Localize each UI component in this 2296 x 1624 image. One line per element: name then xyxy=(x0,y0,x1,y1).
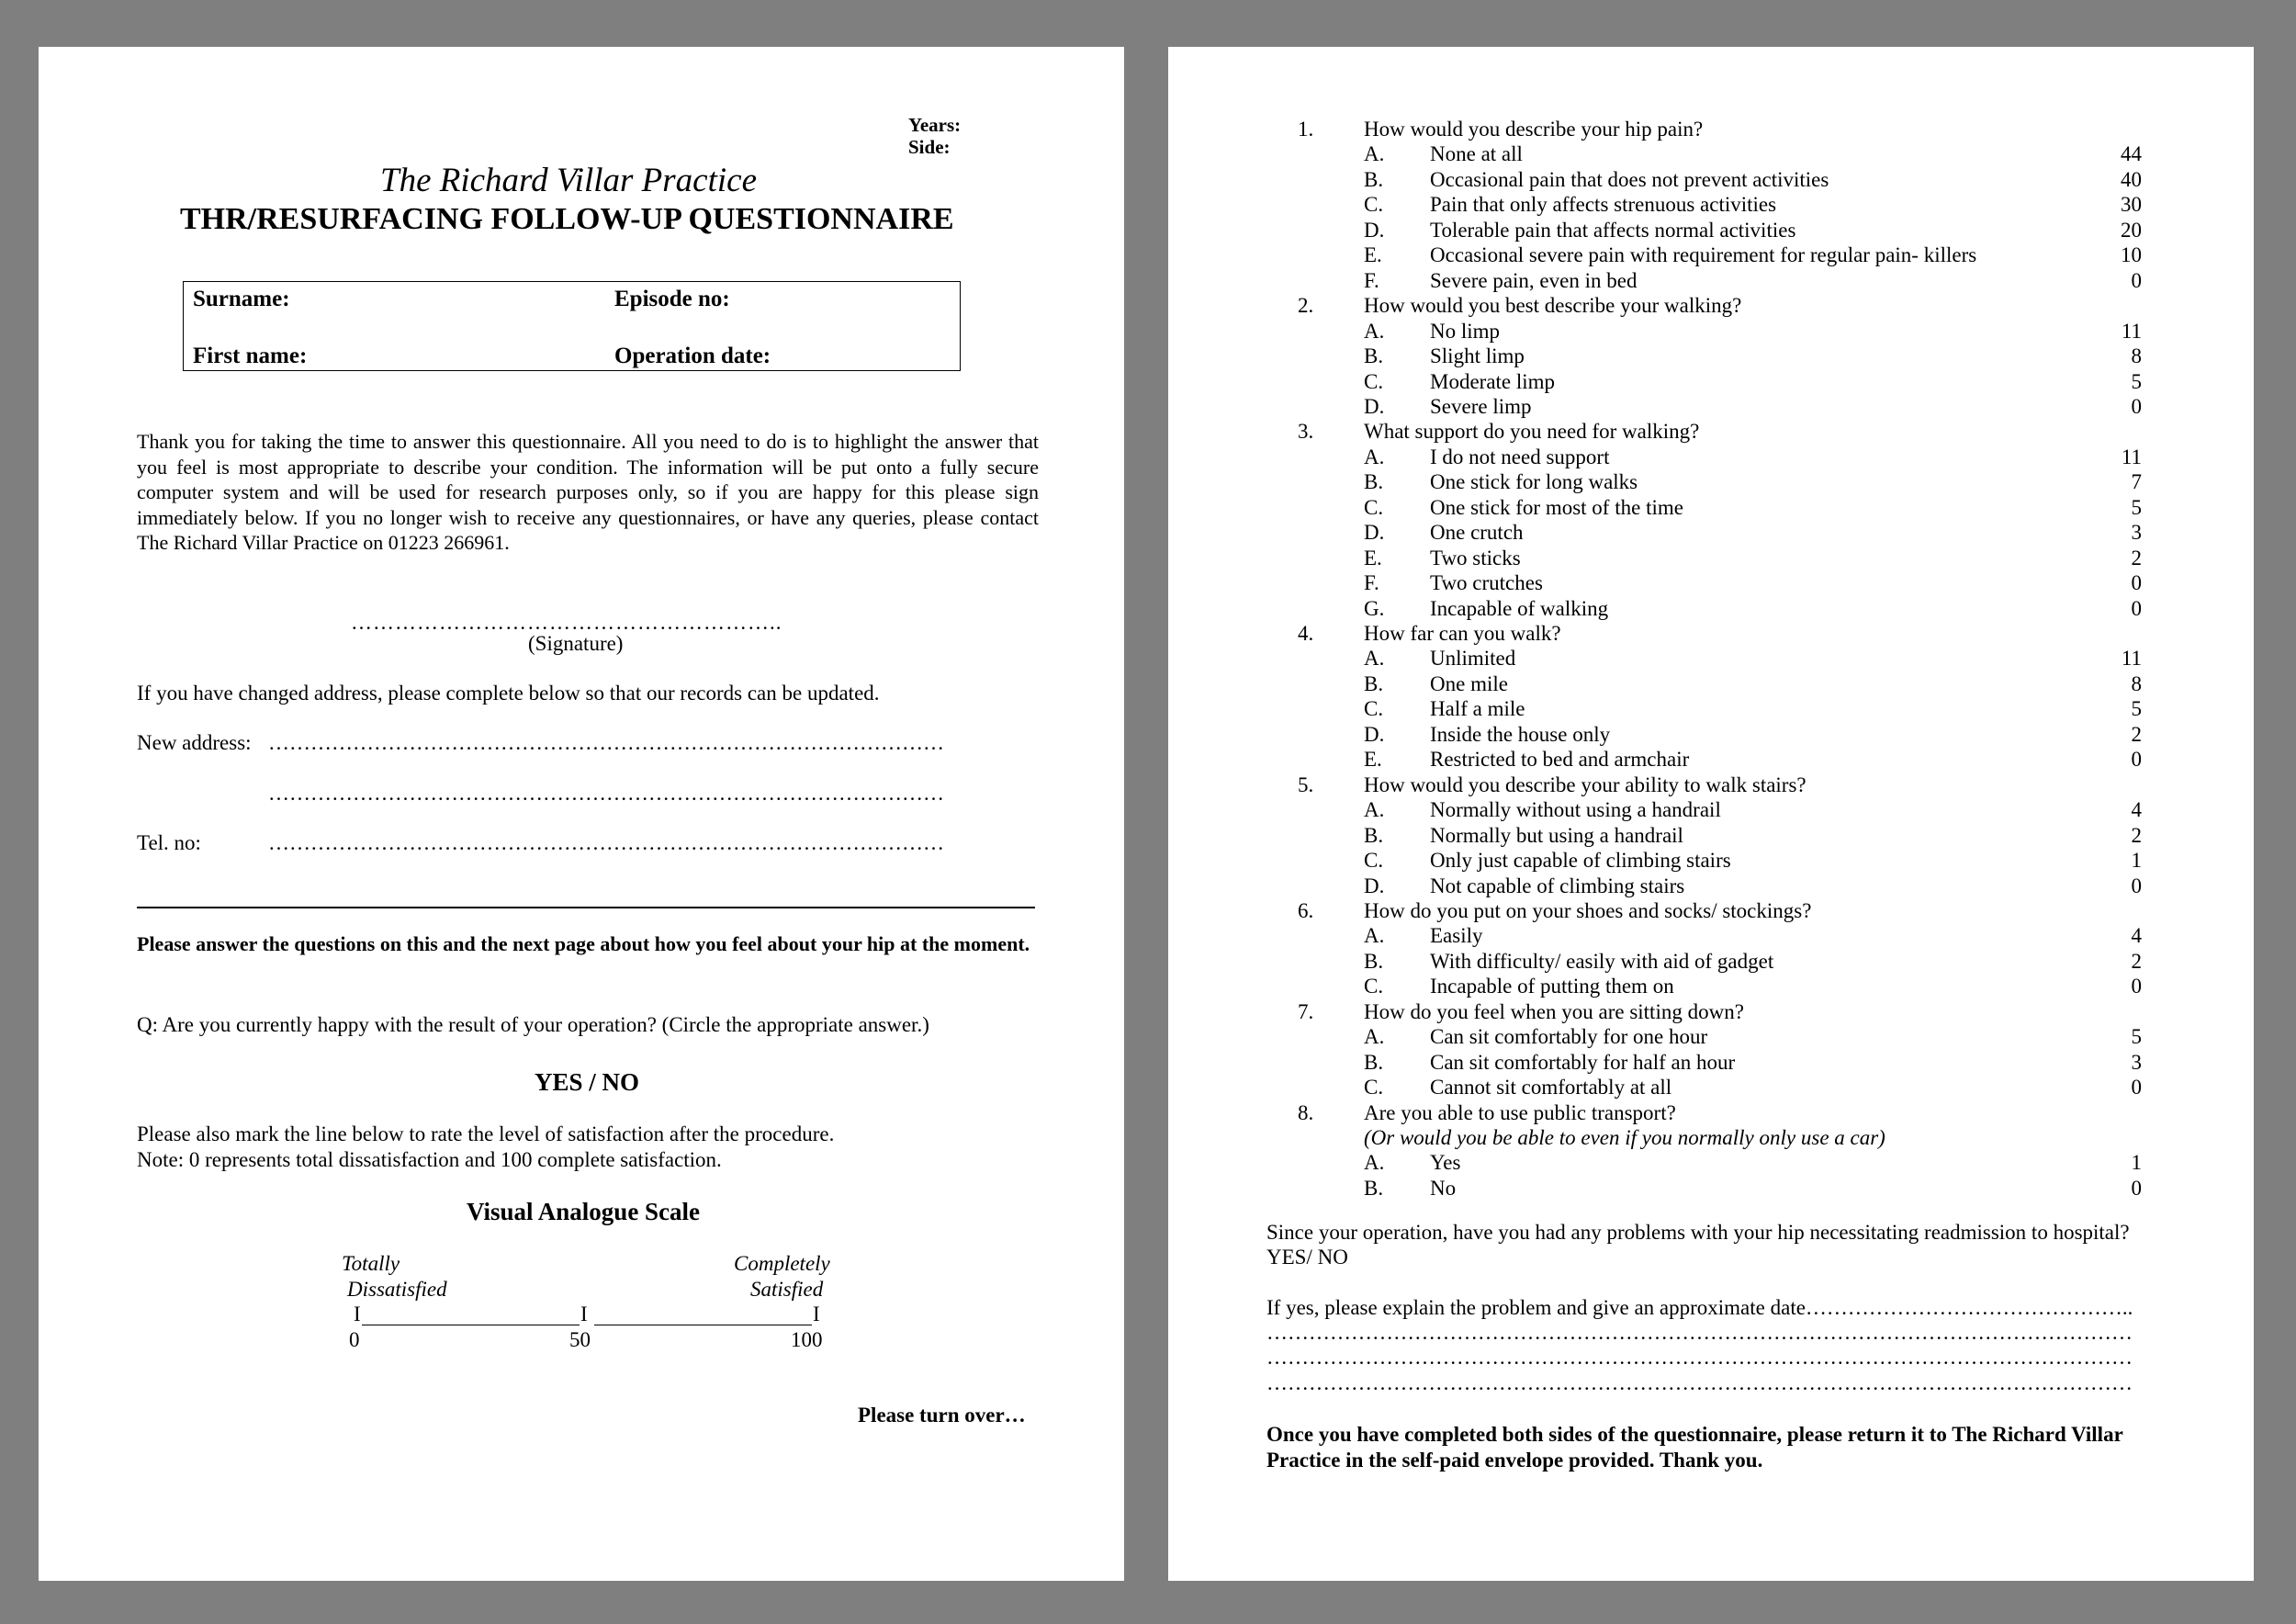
option-letter[interactable]: F. xyxy=(1364,571,1379,595)
option-letter[interactable]: B. xyxy=(1364,1050,1384,1074)
option-score: 2 xyxy=(2131,949,2142,973)
option-score: 5 xyxy=(2131,1025,2142,1049)
question-number: 3. xyxy=(1298,420,1314,444)
option-letter[interactable]: D. xyxy=(1364,874,1385,897)
question-number: 8. xyxy=(1298,1100,1314,1124)
vas-tick-label-50: 50 xyxy=(569,1328,591,1351)
first-name-label: First name: xyxy=(193,344,308,368)
option-letter[interactable]: C. xyxy=(1364,849,1384,873)
option-letter[interactable]: B. xyxy=(1364,671,1384,695)
option-text[interactable]: Easily xyxy=(1430,924,1483,948)
option-text[interactable]: Two crutches xyxy=(1430,571,1543,595)
option-text[interactable]: Can sit comfortably for half an hour xyxy=(1430,1050,1736,1074)
option-text[interactable]: Restricted to bed and armchair xyxy=(1430,748,1690,772)
option-text[interactable]: One stick for most of the time xyxy=(1430,495,1683,519)
happy-question: Q: Are you currently happy with the result of your operation? (Circle the appropriate answer.) xyxy=(137,1013,929,1036)
option-letter[interactable]: D. xyxy=(1364,722,1385,746)
option-score: 30 xyxy=(2121,193,2142,217)
explain-line-1[interactable]: …………………………………………………………………………………………………………… xyxy=(1266,1321,2133,1344)
option-letter[interactable]: A. xyxy=(1364,142,1385,166)
option-text[interactable]: Normally without using a handrail xyxy=(1430,798,1721,822)
episode-label: Episode no: xyxy=(614,287,730,311)
vas-left-label-2: Dissatisfied xyxy=(347,1278,447,1301)
option-score: 7 xyxy=(2131,470,2142,494)
option-score: 5 xyxy=(2131,369,2142,393)
form-title: THR/RESURFACING FOLLOW-UP QUESTIONNAIRE xyxy=(180,202,954,236)
option-letter[interactable]: B. xyxy=(1364,470,1384,494)
option-text[interactable]: Inside the house only xyxy=(1430,722,1611,746)
option-letter[interactable]: D. xyxy=(1364,394,1385,418)
option-score: 0 xyxy=(2131,874,2142,897)
option-text[interactable]: Severe pain, even in bed xyxy=(1430,268,1638,292)
option-letter[interactable]: A. xyxy=(1364,445,1385,468)
option-score: 5 xyxy=(2131,495,2142,519)
option-letter[interactable]: E. xyxy=(1364,243,1382,267)
question-text: How far can you walk? xyxy=(1364,622,1561,645)
option-letter[interactable]: C. xyxy=(1364,975,1384,998)
vas-tick-right: I xyxy=(813,1303,820,1325)
option-score: 0 xyxy=(2131,394,2142,418)
option-letter[interactable]: C. xyxy=(1364,697,1384,721)
new-address-line-2[interactable]: …………………………………………………………………………………… xyxy=(268,782,944,805)
questionnaire-page-1 xyxy=(39,47,1124,1581)
vas-title: Visual Analogue Scale xyxy=(467,1198,701,1225)
patient-id-box xyxy=(183,281,961,371)
option-score: 2 xyxy=(2131,823,2142,847)
surname-label: Surname: xyxy=(193,287,290,311)
yes-no-choice[interactable]: YES / NO xyxy=(535,1068,640,1096)
option-score: 4 xyxy=(2131,798,2142,822)
turn-over-note: Please turn over… xyxy=(858,1404,1026,1427)
option-letter[interactable]: A. xyxy=(1364,1151,1385,1175)
vas-tick-label-100: 100 xyxy=(791,1328,823,1351)
option-text[interactable]: Half a mile xyxy=(1430,697,1525,721)
explain-line-2[interactable]: …………………………………………………………………………………………………………… xyxy=(1266,1346,2133,1369)
option-letter[interactable]: C. xyxy=(1364,193,1384,217)
vas-left-label-1: Totally xyxy=(342,1252,400,1275)
option-score: 0 xyxy=(2131,571,2142,595)
option-text[interactable]: No xyxy=(1430,1176,1457,1200)
option-text[interactable]: Normally but using a handrail xyxy=(1430,823,1683,847)
question-number: 6. xyxy=(1298,898,1314,922)
question-number: 1. xyxy=(1298,118,1314,141)
option-score: 2 xyxy=(2131,722,2142,746)
question-text: How do you feel when you are sitting down? xyxy=(1364,999,1744,1023)
tel-label: Tel. no: xyxy=(137,831,201,854)
option-letter[interactable]: A. xyxy=(1364,647,1385,671)
option-text[interactable]: Tolerable pain that affects normal activities xyxy=(1430,218,1796,242)
option-letter[interactable]: E. xyxy=(1364,748,1382,772)
option-text[interactable]: No limp xyxy=(1430,319,1501,343)
option-letter[interactable]: A. xyxy=(1364,319,1385,343)
signature-label: (Signature) xyxy=(528,632,624,655)
years-label: Years: xyxy=(908,114,962,136)
option-letter[interactable]: B. xyxy=(1364,167,1384,191)
option-text[interactable]: Incapable of walking xyxy=(1430,596,1609,620)
practice-name: The Richard Villar Practice xyxy=(380,162,757,199)
option-letter[interactable]: A. xyxy=(1364,924,1385,948)
question-text: What support do you need for walking? xyxy=(1364,420,1700,444)
question-text: How would you describe your ability to walk stairs? xyxy=(1364,773,1806,796)
option-text[interactable]: Can sit comfortably for one hour xyxy=(1430,1025,1708,1049)
question-number: 4. xyxy=(1298,622,1314,645)
question-text: How would you best describe your walking? xyxy=(1364,294,1742,318)
question-text: Are you able to use public transport? xyxy=(1364,1100,1676,1124)
option-text[interactable]: Severe limp xyxy=(1430,394,1532,418)
option-letter[interactable]: B. xyxy=(1364,823,1384,847)
option-text[interactable]: Slight limp xyxy=(1430,344,1525,368)
option-text[interactable]: Not capable of climbing stairs xyxy=(1430,874,1685,897)
option-score: 5 xyxy=(2131,697,2142,721)
side-label: Side: xyxy=(908,136,951,158)
explain-prompt[interactable]: If yes, please explain the problem and give an approximate date……………………………………….. xyxy=(1266,1296,2133,1319)
vas-right-label-1: Completely xyxy=(734,1252,830,1275)
questionnaire-page-2 xyxy=(1168,47,2254,1581)
instruction-text: Please answer the questions on this and the next page about how you feel about your hip at the moment. xyxy=(137,932,1030,955)
option-score: 0 xyxy=(2131,975,2142,998)
option-letter[interactable]: C. xyxy=(1364,369,1384,393)
option-score: 11 xyxy=(2121,647,2142,671)
option-text[interactable]: Pain that only affects strenuous activities xyxy=(1430,193,1777,217)
option-text[interactable]: Occasional pain that does not prevent activities xyxy=(1430,167,1829,191)
option-letter[interactable]: E. xyxy=(1364,546,1382,570)
option-score: 11 xyxy=(2121,445,2142,468)
option-letter[interactable]: A. xyxy=(1364,1025,1385,1049)
option-score: 1 xyxy=(2131,849,2142,873)
option-score: 0 xyxy=(2131,1076,2142,1100)
operation-date-label: Operation date: xyxy=(614,344,771,368)
option-score: 11 xyxy=(2121,319,2142,343)
option-text[interactable]: Only just capable of climbing stairs xyxy=(1430,849,1731,873)
option-text[interactable]: Unlimited xyxy=(1430,647,1516,671)
option-score: 1 xyxy=(2131,1151,2142,1175)
signature-line[interactable]: ………………………………………………….. xyxy=(351,611,782,634)
option-letter[interactable]: C. xyxy=(1364,1076,1384,1100)
option-text[interactable]: Incapable of putting them on xyxy=(1430,975,1674,998)
option-text[interactable]: None at all xyxy=(1430,142,1523,166)
option-score: 40 xyxy=(2121,167,2142,191)
option-score: 8 xyxy=(2131,671,2142,695)
vas-tick-middle: I xyxy=(580,1303,588,1325)
readmission-question: Since your operation, have you had any problems with your hip necessitating readmission to hospital? xyxy=(1266,1221,2130,1244)
intro-paragraph: Thank you for taking the time to answer this questionnaire. All you need to do is to highlight the answer that you feel is most appropriate to describe your condition. The information will be put onto a fully secure computer system and will be used for research purposes only, so if you are happy for this please sign immediately below. If you no longer wish to receive any questionnaires, or have any queries, please contact The Richard Villar Practice on 01223 266961. xyxy=(137,430,1039,554)
option-text[interactable]: With difficulty/ easily with aid of gadget xyxy=(1430,949,1774,973)
option-text[interactable]: Two sticks xyxy=(1430,546,1521,570)
option-text[interactable]: One stick for long walks xyxy=(1430,470,1638,494)
closing-instruction: Once you have completed both sides of the questionnaire, please return it to The Richard Villar Practice in the self-paid envelope provided. Thank you. xyxy=(1266,1423,2123,1472)
option-letter[interactable]: F. xyxy=(1364,268,1379,292)
option-score: 0 xyxy=(2131,596,2142,620)
question-number: 7. xyxy=(1298,999,1314,1023)
option-text[interactable]: Occasional severe pain with requirement for regular pain- killers xyxy=(1430,243,1977,267)
question-text: How would you describe your hip pain? xyxy=(1364,118,1704,141)
option-text[interactable]: One crutch xyxy=(1430,521,1524,545)
option-score: 10 xyxy=(2121,243,2142,267)
option-text[interactable]: Yes xyxy=(1430,1151,1461,1175)
option-letter[interactable]: A. xyxy=(1364,798,1385,822)
new-address-line-1[interactable]: …………………………………………………………………………………… xyxy=(268,731,944,754)
vas-tick-label-0: 0 xyxy=(349,1328,360,1351)
option-score: 2 xyxy=(2131,546,2142,570)
tel-line[interactable]: …………………………………………………………………………………… xyxy=(268,831,944,854)
option-letter[interactable]: D. xyxy=(1364,218,1385,242)
option-score: 8 xyxy=(2131,344,2142,368)
section-divider xyxy=(137,907,1035,908)
option-score: 0 xyxy=(2131,748,2142,772)
option-letter[interactable]: B. xyxy=(1364,949,1384,973)
option-score: 0 xyxy=(2131,268,2142,292)
option-letter[interactable]: G. xyxy=(1364,596,1385,620)
readmission-answer[interactable]: YES/ NO xyxy=(1266,1246,1348,1269)
address-change-text: If you have changed address, please complete below so that our records can be updated. xyxy=(137,682,880,705)
question-subtext: (Or would you be able to even if you normally only use a car) xyxy=(1364,1126,1885,1149)
option-score: 44 xyxy=(2121,142,2142,166)
option-letter[interactable]: D. xyxy=(1364,521,1385,545)
new-address-label: New address: xyxy=(137,731,252,754)
option-score: 3 xyxy=(2131,521,2142,545)
option-score: 4 xyxy=(2131,924,2142,948)
option-text[interactable]: I do not need support xyxy=(1430,445,1610,468)
vas-tick-left: I xyxy=(354,1303,361,1325)
option-letter[interactable]: B. xyxy=(1364,1176,1384,1200)
question-text: How do you put on your shoes and socks/ stockings? xyxy=(1364,898,1812,922)
explain-line-3[interactable]: …………………………………………………………………………………………………………… xyxy=(1266,1371,2133,1394)
option-text[interactable]: Cannot sit comfortably at all xyxy=(1430,1076,1672,1100)
rate-instruction-1: Please also mark the line below to rate the level of satisfaction after the procedure. xyxy=(137,1122,835,1145)
rate-instruction-2: Note: 0 represents total dissatisfaction and 100 complete satisfaction. xyxy=(137,1148,722,1171)
option-score: 20 xyxy=(2121,218,2142,242)
option-letter[interactable]: B. xyxy=(1364,344,1384,368)
option-letter[interactable]: C. xyxy=(1364,495,1384,519)
option-score: 0 xyxy=(2131,1176,2142,1200)
option-text[interactable]: One mile xyxy=(1430,671,1508,695)
years-side-block xyxy=(908,114,961,158)
question-number: 2. xyxy=(1298,294,1314,318)
option-text[interactable]: Moderate limp xyxy=(1430,369,1556,393)
option-score: 3 xyxy=(2131,1050,2142,1074)
vas-right-label-2: Satisfied xyxy=(750,1278,824,1301)
question-number: 5. xyxy=(1298,773,1314,796)
